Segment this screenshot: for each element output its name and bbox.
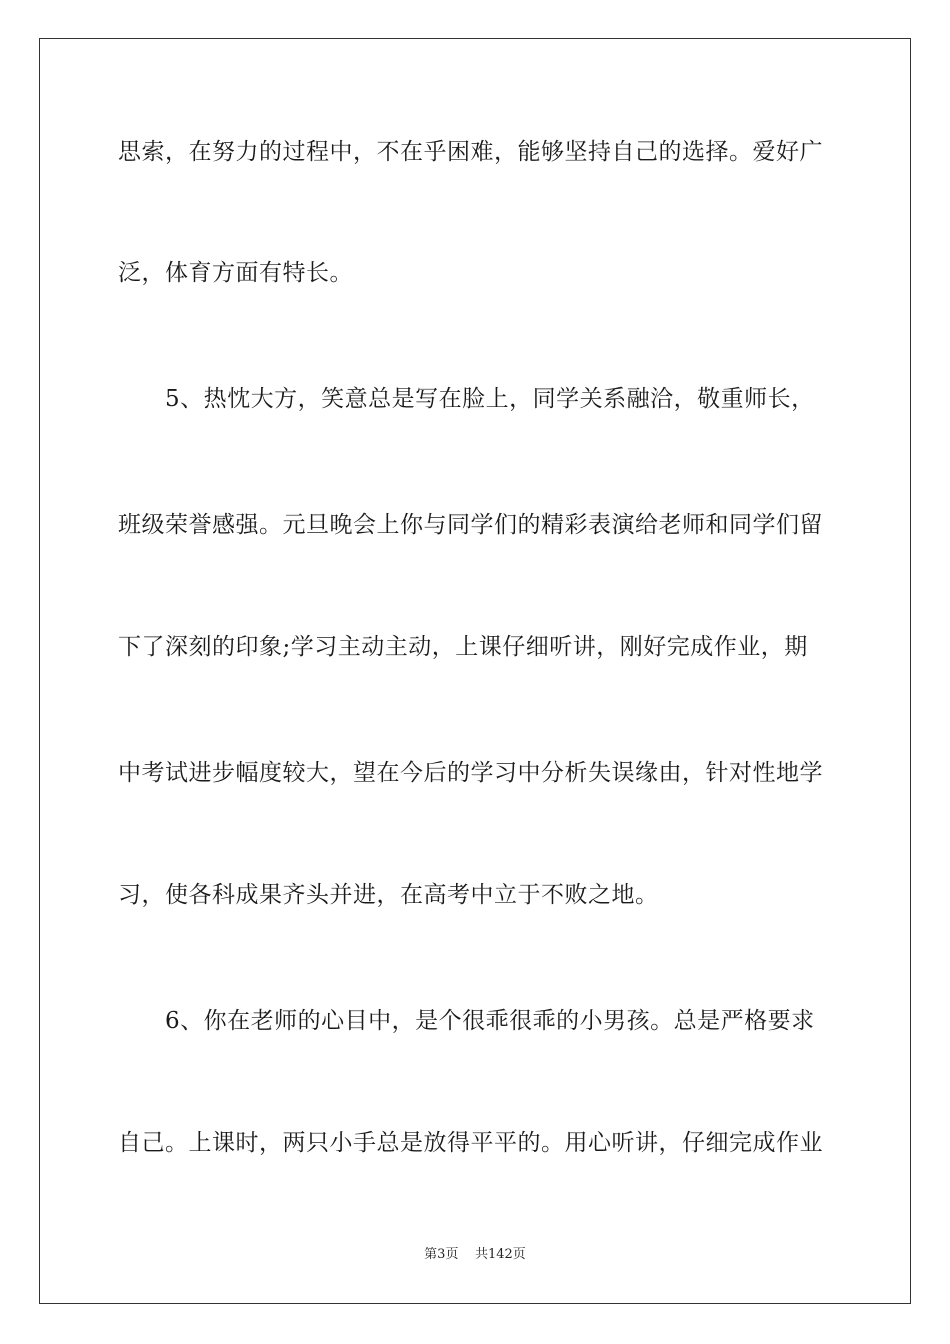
page-total: 共142页 [474, 1247, 526, 1262]
page-footer [0, 1246, 950, 1264]
text-line: 泛，体育方面有特长。 [118, 260, 353, 286]
text-line: 自己。上课时，两只小手总是放得平平的。用心听讲，仔细完成作业 [118, 1130, 823, 1156]
text-line: 思索，在努力的过程中，不在乎困难，能够坚持自己的选择。爱好广 [118, 139, 823, 165]
text-line: 5、热忱大方，笑意总是写在脸上，同学关系融洽，敬重师长， [118, 386, 815, 412]
page-border [39, 38, 911, 1304]
text-line: 班级荣誉感强。元旦晚会上你与同学们的精彩表演给老师和同学们留 [118, 512, 823, 538]
text-line: 下了深刻的印象;学习主动主动，上课仔细听讲，刚好完成作业，期 [118, 634, 808, 660]
text-line: 中考试进步幅度较大，望在今后的学习中分析失误缘由，针对性地学 [118, 760, 823, 786]
page-number: 第3页 [424, 1247, 459, 1262]
text-line: 6、你在老师的心目中，是个很乖很乖的小男孩。总是严格要求 [118, 1008, 815, 1034]
text-line: 习，使各科成果齐头并进，在高考中立于不败之地。 [118, 882, 659, 908]
